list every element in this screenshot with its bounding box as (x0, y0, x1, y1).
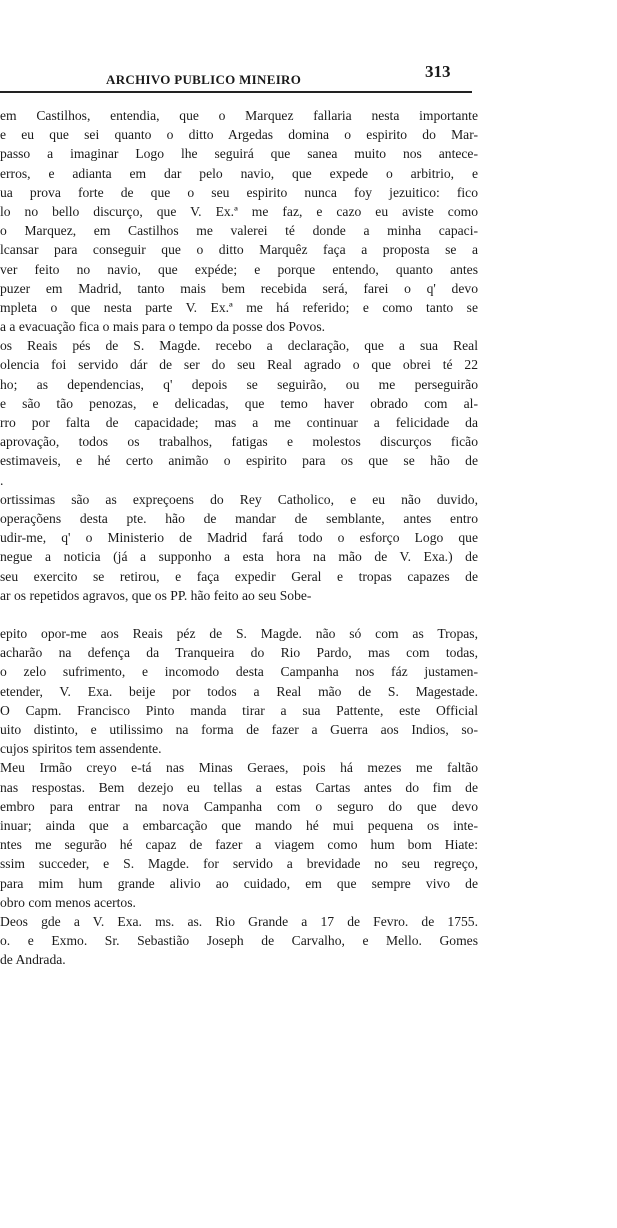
text-line: ua prova forte de que o seu espirito nunca foy jezuitico: fico (0, 184, 478, 200)
running-head (0, 60, 472, 90)
text-line: obro com menos acertos. (0, 894, 136, 910)
paragraph (0, 106, 478, 336)
text-line: passo a imaginar Logo lhe seguirá que sanea muito nos antece- (0, 146, 478, 162)
text-line: estimaveis, e hé certo animão o espirito para os que se hão de (0, 453, 478, 469)
letter-body (0, 106, 478, 969)
running-title: ARCHIVO PUBLICO MINEIRO (106, 72, 302, 87)
text-line: O Capm. Francisco Pinto manda tirar a sua Pattente, este Official (0, 702, 478, 718)
text-line: lcansar para conseguir que o ditto Marquêz faça a proposta se a (0, 242, 478, 258)
text-line: ortissimas são as expreçoens do Rey Catholico, e eu não duvido, (0, 491, 478, 507)
text-line: puzer em Madrid, tanto mais bem recebida será, farei o q' devo (0, 280, 478, 296)
text-line: ssim succeder, e S. Magde. for servido a brevidade no seu regreço, (0, 856, 478, 872)
text-line: ntes me segurão hé capaz de fazer a viagem como hum bom Hiate: (0, 837, 478, 853)
text-line: uito distinto, e utilissimo na forma de fazer a Guerra aos Indios, so- (0, 722, 478, 737)
closing-paragraph (0, 912, 478, 970)
text-line: erros, e adianta em dar pelo navio, que expede o arbitrio, e (0, 165, 478, 181)
paragraph (0, 624, 478, 758)
text-line: operaçõens desta pte. hão de mandar de semblante, antes entro (0, 510, 478, 526)
text-line: ar os repetidos agravos, que os PP. hão feito ao seu Sobe- (0, 587, 312, 603)
text-line: Meu Irmão creyo e-tá nas Minas Geraes, pois há mezes me faltão (0, 760, 478, 776)
text-line: em Castilhos, entendia, que o Marquez fallaria nesta importante (0, 108, 478, 123)
text-line: embro para entrar na nova Campanha com o seguro do que devo (0, 798, 478, 814)
paragraph (0, 490, 478, 605)
paragraph-gap (0, 605, 478, 624)
text-line: acharão na defença da Tranqueira do Rio Pardo, mas com todas, (0, 645, 478, 661)
paragraph (0, 336, 478, 490)
text-line: os Reais pés de S. Magde. recebo a declaração, que a sua Real (0, 338, 478, 354)
text-line: o. e Exmo. Sr. Sebastião Joseph de Carvalho, e Mello. Gomes (0, 933, 478, 949)
header-rule (0, 91, 472, 93)
text-line: Deos gde a V. Exa. ms. as. Rio Grande a 17 de Fevro. de 1755. (0, 913, 478, 929)
text-line: ver feito no navio, que expéde; e porque entendo, quanto antes (0, 261, 478, 277)
text-line: epito opor-me aos Reais péz de S. Magde. não só com as Tropas, (0, 626, 478, 642)
text-line: inuar; ainda que a embarcação que mando hé mui pequena os inte- (0, 817, 478, 833)
text-line: rro por falta de capacidade; mas a me continuar a felicidade da (0, 415, 478, 430)
text-line: mpleta o que nesta parte V. Ex.ª me há referido; e como tanto se (0, 299, 478, 315)
text-line: para mim hum grande alivio ao cuidado, em que sempre vivo de (0, 875, 478, 891)
paragraph (0, 758, 478, 912)
text-line: o Marquez, em Castilhos me valerei té donde a minha capaci- (0, 223, 478, 239)
text-line: ho; as dependencias, q' depois se seguirão, ou me perseguirão (0, 376, 478, 392)
text-line: cujos spiritos tem assendente. (0, 741, 162, 757)
text-line: lo no bello discurço, que V. Ex.ª me faz, e cazo eu aviste como (0, 203, 478, 219)
text-line: e eu que sei quanto o ditto Argedas domina o espirito do Mar- (0, 127, 478, 143)
text-line: . (0, 472, 4, 488)
text-line: seu exercito se retirou, e faça expedir Geral e tropas capazes de (0, 568, 478, 584)
page-number: 313 (425, 62, 451, 81)
text-line: udir-me, q' o Ministerio de Madrid fará todo o esforço Logo que (0, 530, 478, 546)
text-line: a a evacuação fica o mais para o tempo da posse dos Povos. (0, 319, 326, 335)
text-line: aprovação, todos os trabalhos, fatigas e molestos discurços ficão (0, 434, 478, 450)
text-line: o zelo sufrimento, e incomodo desta Campanha nos fáz justamen- (0, 664, 478, 680)
text-line: olencia foi servido dár de ser do seu Real agrado o que obrei té 22 (0, 357, 478, 373)
text-line: etender, V. Exa. beije por todos a Real mão de S. Magestade. (0, 683, 478, 699)
text-line: de Andrada. (0, 952, 66, 968)
text-line: nas respostas. Bem dezejo eu tellas a estas Cartas antes do fim de (0, 779, 478, 795)
text-line: e são tão penozas, e delicadas, que temo haver obrado com al- (0, 395, 478, 411)
text-line: negue a noticia (já a supponho a esta hora na mão de V. Exa.) de (0, 549, 478, 565)
